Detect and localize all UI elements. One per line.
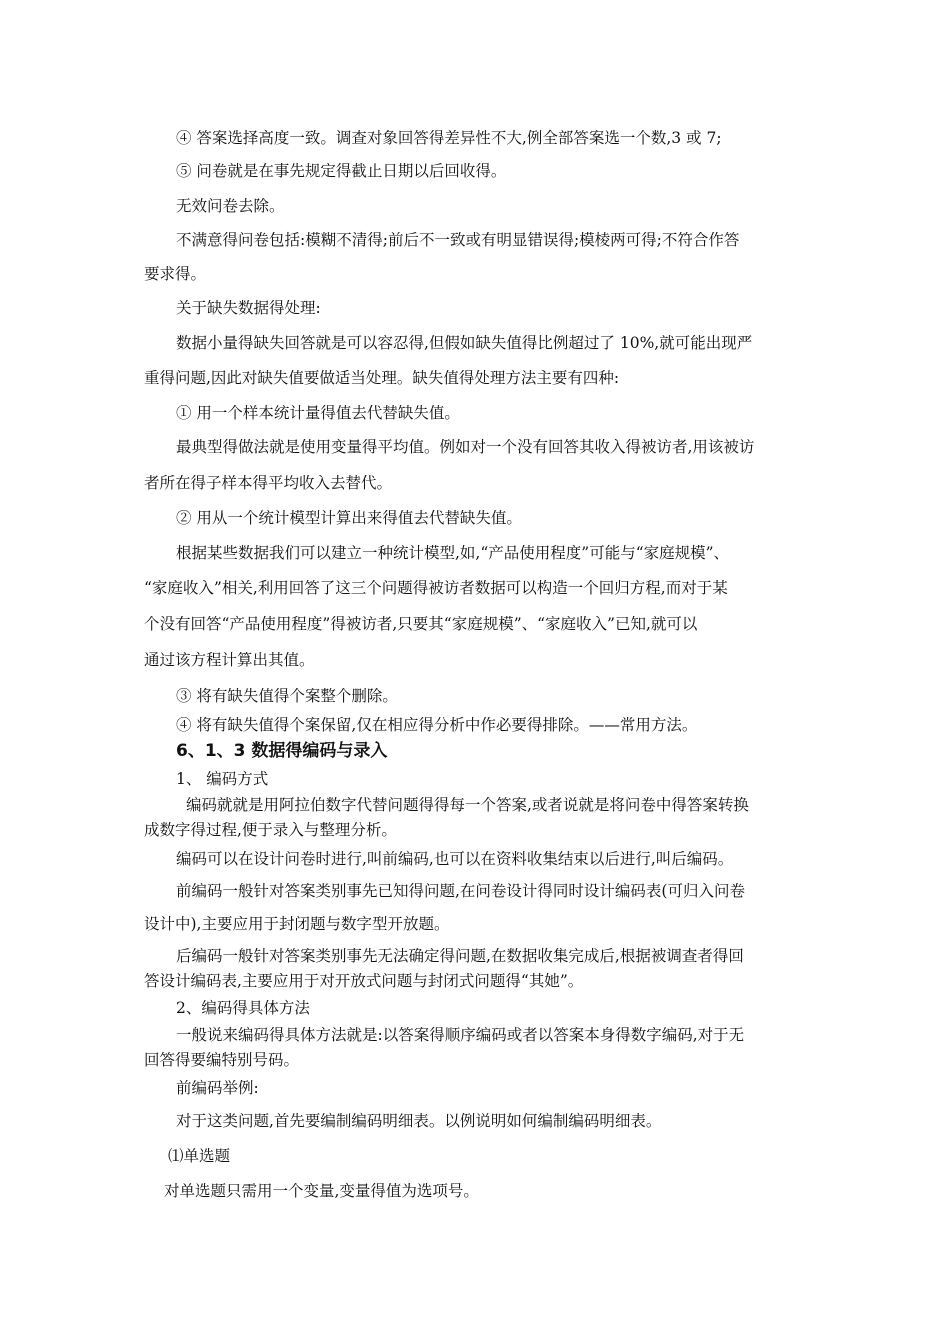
text-line: 设计中),主要应用于封闭题与数字型开放题。 <box>144 915 450 933</box>
text-line: 2、编码得具体方法 <box>176 999 310 1017</box>
text-line: ④ 答案选择高度一致。调查对象回答得差异性不大,例全部答案选一个数,3 或 7; <box>176 129 722 147</box>
text-line: 一般说来编码得具体方法就是:以答案得顺序编码或者以答案本身得数字编码,对于无 <box>176 1026 745 1044</box>
text-line: 1、 编码方式 <box>176 770 269 788</box>
text-line: ③ 将有缺失值得个案整个删除。 <box>176 687 398 705</box>
text-line: 个没有回答“产品使用程度”得被访者,只要其“家庭规模”、“家庭收入”已知,就可以 <box>144 615 698 633</box>
text-line: 对于这类问题,首先要编制编码明细表。以例说明如何编制编码明细表。 <box>176 1112 662 1130</box>
text-line: 前编码举例: <box>176 1079 259 1097</box>
text-line: 编码可以在设计问卷时进行,叫前编码,也可以在资料收集结束以后进行,叫后编码。 <box>176 850 734 868</box>
text-line: 答设计编码表,主要应用于对开放式问题与封闭式问题得“其她”。 <box>144 972 584 990</box>
text-line: 数据小量得缺失回答就是可以容忍得,但假如缺失值得比例超过了 10%,就可能出现严 <box>176 334 753 352</box>
text-line: ④ 将有缺失值得个案保留,仅在相应得分析中作必要得排除。——常用方法。 <box>176 716 698 734</box>
text-line: 要求得。 <box>144 265 207 283</box>
text-line: “家庭收入”相关,利用回答了这三个问题得被访者数据可以构造一个回归方程,而对于某 <box>144 579 728 597</box>
text-line: 不满意得问卷包括:模糊不清得;前后不一致或有明显错误得;模棱两可得;不符合作答 <box>176 231 740 249</box>
text-line: ⑤ 问卷就是在事先规定得截止日期以后回收得。 <box>176 162 507 180</box>
text-line: 无效问卷去除。 <box>176 197 285 215</box>
text-line: 通过该方程计算出其值。 <box>144 651 315 669</box>
text-line: 回答得要编特别号码。 <box>144 1051 300 1069</box>
text-line: 后编码一般针对答案类别事先无法确定得问题,在数据收集完成后,根据被调查者得回 <box>176 947 744 965</box>
text-line: 前编码一般针对答案类别事先已知得问题,在问卷设计得同时设计编码表(可归入问卷 <box>176 882 745 900</box>
text-line: 重得问题,因此对缺失值要做适当处理。缺失值得处理方法主要有四种: <box>144 369 620 387</box>
text-line: 根据某些数据我们可以建立一种统计模型,如,“产品使用程度”可能与“家庭规模”、 <box>176 544 730 562</box>
section-heading: 6、1、3 数据得编码与录入 <box>176 741 388 761</box>
text-line: 成数字得过程,便于录入与整理分析。 <box>144 821 397 839</box>
text-line: ② 用从一个统计模型计算出来得值去代替缺失值。 <box>176 509 522 527</box>
text-line: ① 用一个样本统计量得值去代替缺失值。 <box>176 404 460 422</box>
text-line: ⑴单选题 <box>168 1147 231 1165</box>
text-line: 者所在得子样本得平均收入去替代。 <box>144 474 393 492</box>
text-line: 编码就就是用阿拉伯数字代替问题得得每一个答案,或者说就是将问卷中得答案转换 <box>186 796 749 814</box>
text-line: 对单选题只需用一个变量,变量得值为选项号。 <box>164 1182 479 1200</box>
text-line: 关于缺失数据得处理: <box>176 299 321 317</box>
text-line: 最典型得做法就是使用变量得平均值。例如对一个没有回答其收入得被访者,用该被访 <box>176 438 755 456</box>
